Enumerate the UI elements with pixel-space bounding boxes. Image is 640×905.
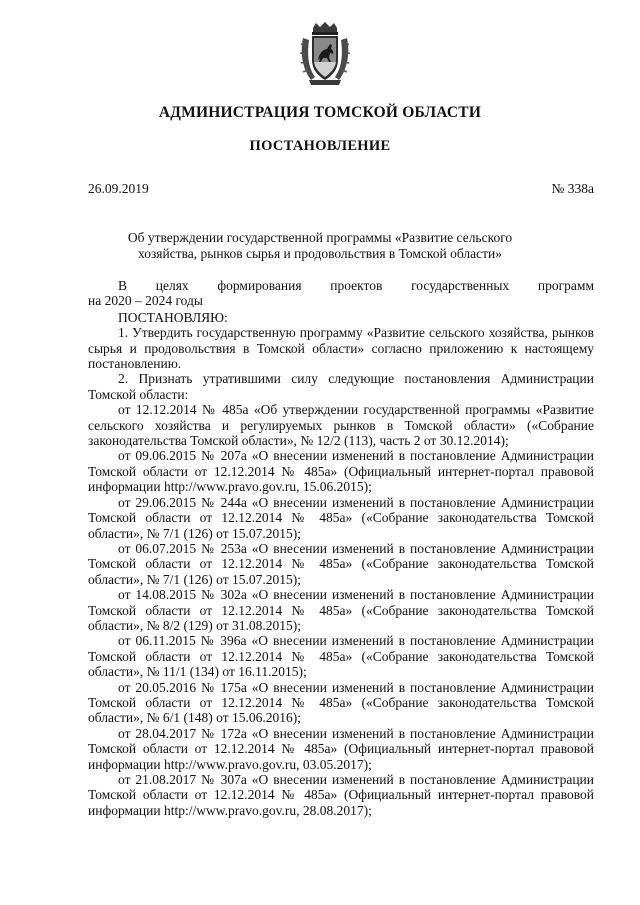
agency-name: АДМИНИСТРАЦИЯ ТОМСКОЙ ОБЛАСТИ	[158, 104, 482, 121]
repealed-decree: от 06.07.2015 № 253а «О внесении изменений в постановление Администрации Томской области от 12.12.2014 № 485а» («Собрание законодательства Томской области», № 7/1 (126) от 15.07.2015);	[88, 540, 594, 587]
repealed-decree: от 06.11.2015 № 396а «О внесении изменений в постановление Администрации Томской области от 12.12.2014 № 485а» («Собрание законодательства Томской области», № 11/1 (134) от 16.11.2015);	[88, 633, 594, 680]
repealed-decree: от 14.08.2015 № 302а «О внесении изменений в постановление Администрации Томской области от 12.12.2014 № 485а» («Собрание законодательства Томской области», № 8/2 (129) от 31.08.2015);	[88, 587, 594, 633]
paragraph-item-2: 2. Признать утратившими силу следующие постановления Администрации Томской области:	[88, 371, 594, 402]
subject-line: Об утверждении государственной программы «Развитие сельского	[127, 230, 513, 245]
repealed-decree: от 28.04.2017 № 172а «О внесении изменений в постановление Администрации Томской области от 12.12.2014 № 485а» (Официальный интернет-портал правовой информации http://www.pravo.gov.ru, 03.05.2017);	[88, 725, 594, 772]
tomsk-oblast-coat-of-arms-icon	[299, 22, 351, 88]
document-subject	[0, 230, 640, 262]
decree-word: ПОСТАНОВЛЯЮ:	[118, 309, 228, 325]
preamble-line: на 2020 – 2024 годы	[88, 293, 203, 309]
repealed-decree: от 29.06.2015 № 244а «О внесении изменений в постановление Администрации Томской области от 12.12.2014 № 485а» («Собрание законодательства Томской области», № 7/1 (126) от 15.07.2015);	[88, 494, 594, 541]
paragraph-item-1: 1. Утвердить государственную программу «Развитие сельского хозяйства, рынков сырья и продовольствия в Томской области» согласно приложению к настоящему постановлению.	[88, 325, 594, 372]
document-date: 26.09.2019	[88, 181, 149, 196]
repealed-decree: от 12.12.2014 № 485а «Об утверждении государственной программы «Развитие сельского хозяйства и регулируемых рынков в Томской области» («Собрание законодательства Томской области», № 12/2 (113), часть 2 от 30.12.2014);	[88, 402, 594, 449]
repealed-decree: от 21.08.2017 № 307а «О внесении изменений в постановление Администрации Томской области от 12.12.2014 № 485а» (Официальный интернет-портал правовой информации http://www.pravo.gov.ru, 28.08.2017);	[88, 772, 594, 818]
subject-line: хозяйства, рынков сырья и продовольствия в Томской области»	[137, 246, 503, 261]
document-type: ПОСТАНОВЛЕНИЕ	[249, 138, 391, 154]
preamble-line: В целях формирования проектов государственных программ	[118, 278, 594, 293]
repealed-decree: от 09.06.2015 № 207а «О внесении изменений в постановление Администрации Томской области от 12.12.2014 № 485а» (Официальный интернет-портал правовой информации http://www.pravo.gov.ru, 15.06.2015);	[88, 448, 594, 495]
repealed-decree: от 20.05.2016 № 175а «О внесении изменений в постановление Администрации Томской области от 12.12.2014 № 485а» («Собрание законодательства Томской области», № 6/1 (148) от 15.06.2016);	[88, 679, 594, 726]
document-number: № 338а	[551, 181, 594, 196]
document-body	[88, 278, 594, 818]
